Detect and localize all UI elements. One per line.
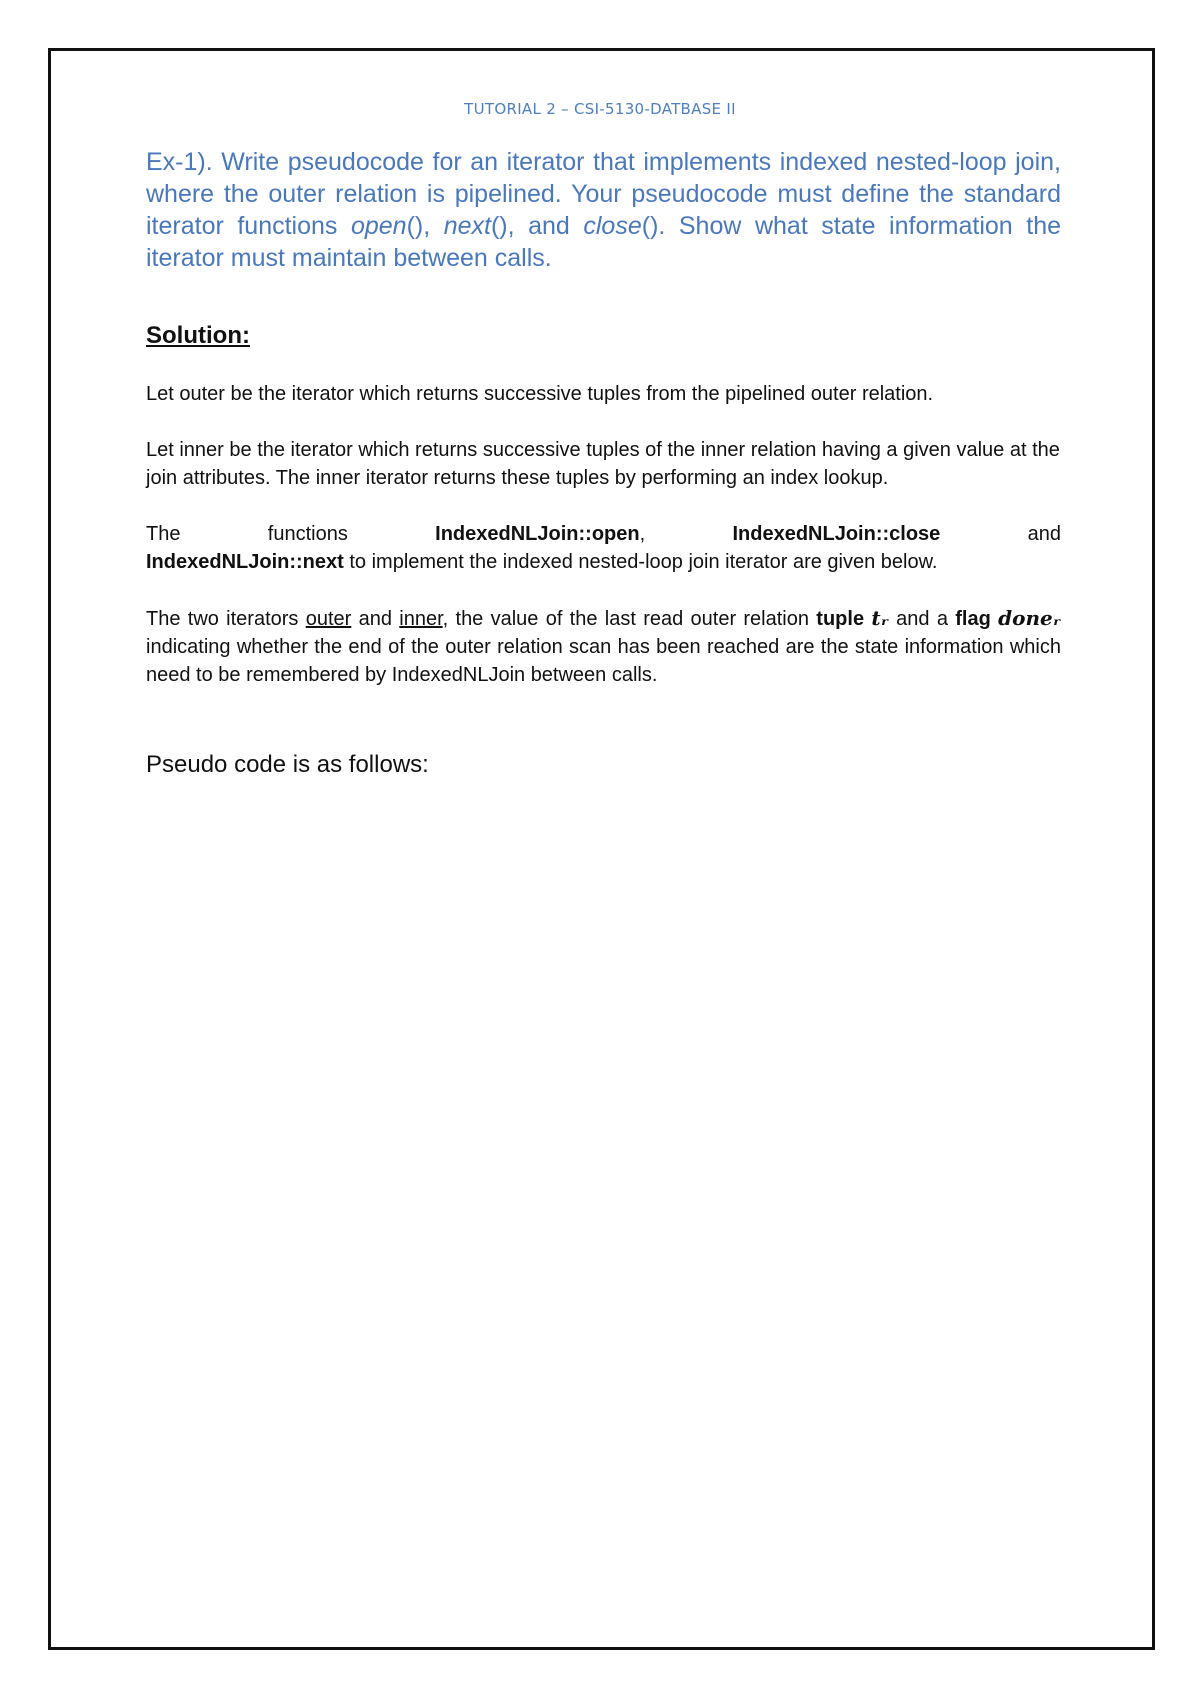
function-close: IndexedNLJoin::close [732,523,941,545]
function-open: IndexedNLJoin::open [435,523,640,545]
solution-paragraph-4 [146,604,1061,689]
p3-open-group [435,520,645,548]
exercise-question [146,146,1061,274]
solution-paragraph-1: Let outer be the iterator which returns successive tuples from the pipelined outer relation. [146,383,934,405]
question-next: next [443,212,491,240]
solution-heading: Solution: [146,322,250,349]
p4-text-a: The two iterators [146,608,306,630]
p4-tr-symbol: tᵣ [871,606,889,630]
solution-paragraph-2: Let inner be the iterator which returns successive tuples of the inner relation having a given value at the join attributes. The inner iterator returns these tuples by performing an index lookup. [146,439,1060,489]
p3-word-the: The [146,523,181,545]
p4-text-e: indicating whether the end of the outer relation scan has been reached are the state information which need to be remembered by IndexedNLJoin between calls. [146,636,1061,686]
document-body [146,146,1061,779]
p4-outer: outer [305,608,352,630]
p3-word-and: and [1027,523,1061,545]
p3-word-functions: functions [267,523,348,545]
function-next: IndexedNLJoin::next [146,551,344,573]
p3-comma: , [639,523,646,545]
p4-flag: flag [955,608,999,630]
p4-inner: inner [399,608,443,630]
question-text-2: (). Show what state information the iterator must maintain between calls. [146,212,1062,272]
question-next-paren: (), and [490,212,584,240]
pseudo-code-intro: Pseudo code is as follows: [146,751,429,778]
p4-text-d: and a [888,608,956,630]
question-text-1: Ex-1). Write pseudocode for an iterator that implements indexed nested-loop join, where the outer relation is pipelined. Your pseudocode must define the standard iterator functions [146,148,1061,240]
paragraph-3-rest [146,548,1061,576]
solution-paragraph-3 [146,520,1061,576]
page-header: TUTORIAL 2 – CSI-5130-DATBASE II [464,100,736,118]
question-open-paren: (), [406,212,444,240]
p4-text-c: , the value of the last read outer relation [442,608,817,630]
question-close: close [583,212,642,240]
p4-done-symbol: doneᵣ [998,606,1061,630]
p4-text-b: and [351,608,400,630]
p4-tuple: tuple [816,608,872,630]
p3-rest-text: to implement the indexed nested-loop join iterator are given below. [343,551,938,573]
question-open: open [350,212,407,240]
paragraph-3-line-1 [146,520,1061,548]
